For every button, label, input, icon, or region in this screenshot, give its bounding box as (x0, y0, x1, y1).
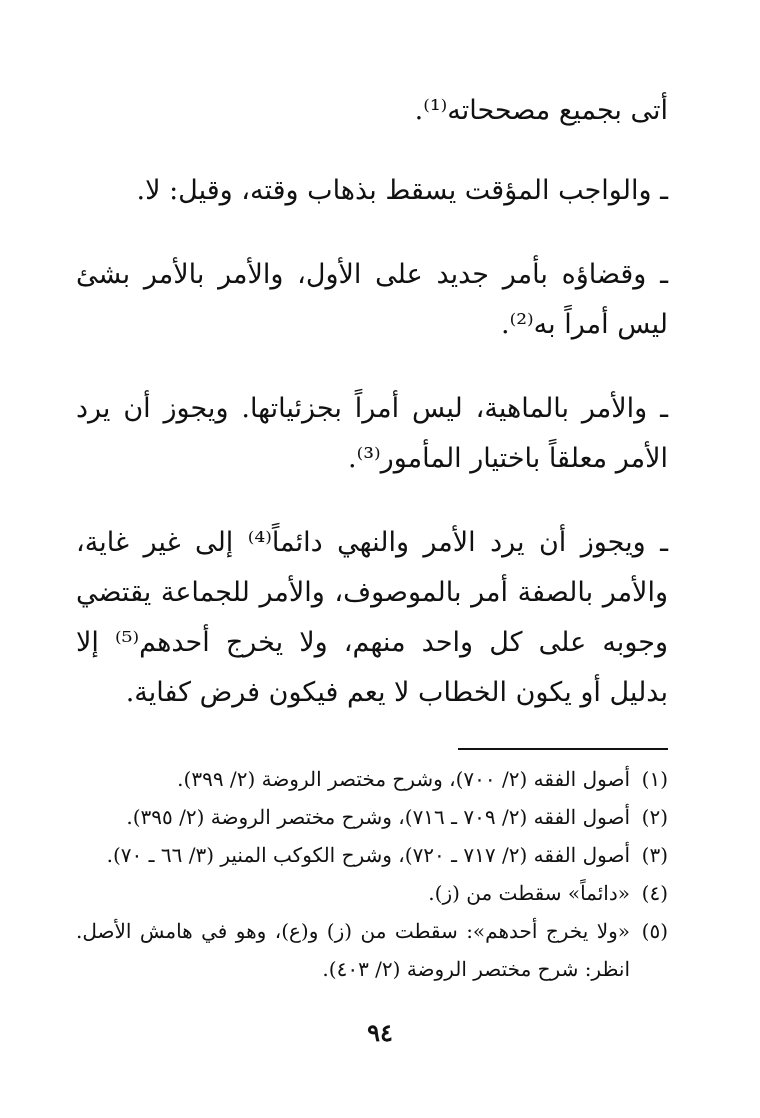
footnote-text: «دائماً» سقطت من (ز). (428, 881, 630, 905)
footnote-number: (٣) (641, 843, 668, 867)
paragraph-4: ـ والأمر بالماهية، ليس أمراً بجزئياتها. ويجوز أن يرد الأمر معلقاً باختيار المأمور⁽³⁾. (76, 393, 668, 474)
paragraph-2: ـ والواجب المؤقت يسقط بذهاب وقته، وقيل: لا. (136, 175, 668, 206)
footnote-text: أصول الفقه (٢/ ٧٠٩ ـ ٧١٦)، وشرح مختصر الروضة (٢/ ٣٩٥). (126, 805, 630, 829)
paragraph-5: ـ ويجوز أن يرد الأمر والنهي دائماً⁽⁴⁾ إلى غير غاية، والأمر بالصفة أمر بالموصوف، والأمر للجماعة يقتضي وجوبه على كل واحد منهم، ولا يخرج أحدهم⁽⁵⁾ إلا بدليل أو يكون الخطاب لا يعم فيكون فرض كفاية. (76, 527, 668, 708)
footnote-1 (76, 760, 668, 798)
footnote-4 (76, 874, 668, 912)
footnote-5 (76, 912, 668, 988)
footnote-number: (٢) (641, 805, 668, 829)
footnote-text: أصول الفقه (٢/ ٧٠٠)، وشرح مختصر الروضة (٢/ ٣٩٩). (177, 767, 630, 791)
paragraph-3: ـ وقضاؤه بأمر جديد على الأول، والأمر بالأمر بشئ ليس أمراً به⁽²⁾. (76, 259, 668, 340)
paragraph-1: أتى بجميع مصححاته⁽¹⁾. (414, 95, 668, 126)
footnote-text: «ولا يخرج أحدهم»: سقطت من (ز) و(ع)، وهو في هامش الأصل. انظر: شرح مختصر الروضة (٢/ ٤٠٣). (76, 919, 630, 981)
footnotes (76, 760, 668, 988)
footnote-3 (76, 836, 668, 874)
page-body (76, 86, 668, 988)
page-number: ٩٤ (367, 1018, 393, 1047)
footnote-number: (٥) (641, 919, 668, 943)
footnote-text: أصول الفقه (٢/ ٧١٧ ـ ٧٢٠)، وشرح الكوكب المنير (٣/ ٦٦ ـ ٧٠). (106, 843, 630, 867)
footnote-number: (٤) (641, 881, 668, 905)
footnote-2 (76, 798, 668, 836)
footnote-number: (١) (641, 767, 668, 791)
footnote-divider (458, 748, 668, 750)
